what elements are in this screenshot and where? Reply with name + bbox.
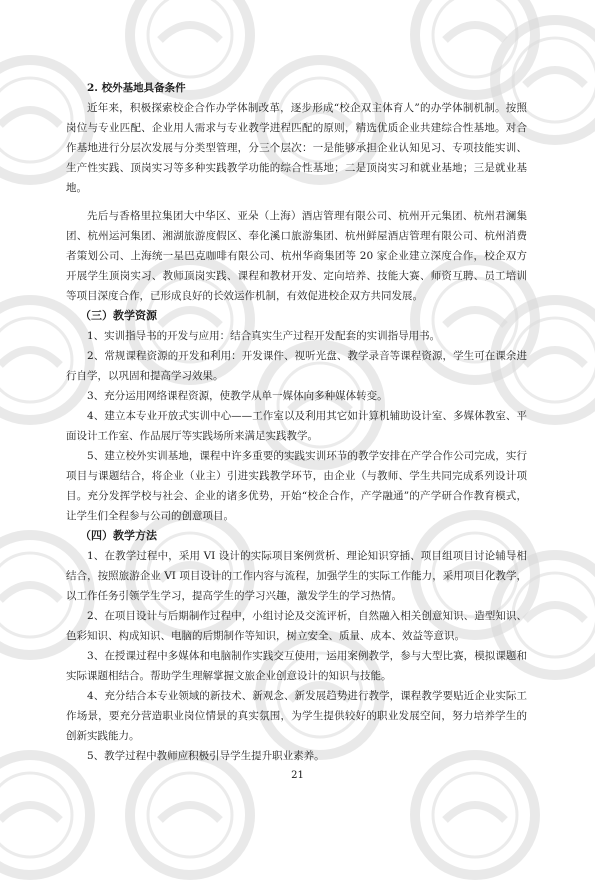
subheading-offcampus-base: 2. 校外基地具备条件 xyxy=(87,82,186,94)
paragraph: 先后与香格里拉集团大中华区、亚朵（上海）酒店管理有限公司、杭州开元集团、杭州君澜集团、杭州运河集团、湘湖旅游度假区、奉化溪口旅游集团、杭州鲜屋酒店管理有限公司、杭州消费者策划公司、上海统一星巴克咖啡有限公司、杭州华商集团等 20 家企业建立深度合作，校企双方开展学生顶岗实习、教师顶岗实践、课程和教材开发、定向培养、技能大赛、师资互聘、员工培训等项目深度合作，已形成良好的长效运作机制，有效促进校企双方共同发展。 xyxy=(66,210,527,302)
paragraph: 2、在项目设计与后期制作过程中，小组讨论及交流评析，自然融入相关创意知识、造型知识、色彩知识、构成知识、电脑的后期制作等知识，树立安全、质量、成本、效益等意识。 xyxy=(66,610,527,642)
paragraph: 5、教学过程中教师应积极引导学生提升职业素养。 xyxy=(87,750,325,762)
paragraph: 4、建立本专业开放式实训中心——工作室以及利用其它如计算机辅助设计室、多媒体教室、平面设计工作室、作品展厅等实践场所来满足实践教学。 xyxy=(66,410,527,442)
paragraph: 3、在授课过程中多媒体和电脑制作实践交互使用，运用案例教学，参与大型比赛，模拟课题和实际课题相结合。帮助学生理解掌握文旅企业创意设计的知识与技能。 xyxy=(66,650,527,682)
page-number: 21 xyxy=(291,770,304,781)
document-body xyxy=(66,78,527,766)
paragraph: 近年来，积极探索校企合作办学体制改革，逐步形成“校企双主体育人”的办学体制机制。按照岗位与专业匹配、企业用人需求与专业教学进程匹配的原则，精选优质企业共建综合性基地。对合作基地进行分层次发展与分类型管理，分三个层次：一是能够承担企业认知见习、专项技能实训、生产性实践、顶岗实习等多种实践教学功能的综合性基地；二是顶岗实习和就业基地；三是就业基地。 xyxy=(66,102,527,194)
paragraph: 1、在教学过程中，采用 VI 设计的实际项目案例赏析、理论知识穿插、项目组项目讨论辅导相结合，按照旅游企业 VI 项目设计的工作内容与流程，加强学生的实际工作能力，采用项目化教学，以工作任务引领学生学习，提高学生的学习兴趣，激发学生的学习热情。 xyxy=(66,550,527,602)
paragraph: 1、实训指导书的开发与应用：结合真实生产过程开发配套的实训指导用书。 xyxy=(87,330,441,342)
heading-teaching-methods: （四）教学方法 xyxy=(80,529,157,542)
paragraph: 2、常规课程资源的开发和利用：开发课件、视听光盘、教学录音等课程资源，学生可在课余进行自学，以巩固和提高学习效果。 xyxy=(66,350,527,382)
paragraph: 4、充分结合本专业领域的新技术、新观念、新发展趋势进行教学，课程教学要贴近企业实际工作场景，要充分营造职业岗位情景的真实氛围，为学生提供较好的职业发展空间，努力培养学生的创新实践能力。 xyxy=(66,690,527,742)
paragraph: 3、充分运用网络课程资源，使教学从单一媒体向多种媒体转变。 xyxy=(87,390,388,402)
heading-teaching-resources: （三）教学资源 xyxy=(80,309,157,322)
paragraph: 5、建立校外实训基地，课程中许多重要的实践实训环节的教学安排在产学合作公司完成，实行项目与课题结合，将企业（业主）引进实践教学环节，由企业（与教师、学生共同完成系列设计项目。充分发挥学校与社会、企业的诸多优势，开始“校企合作，产学融通”的产学研合作教育模式，让学生们全程参与公司的创意项目。 xyxy=(66,450,527,522)
